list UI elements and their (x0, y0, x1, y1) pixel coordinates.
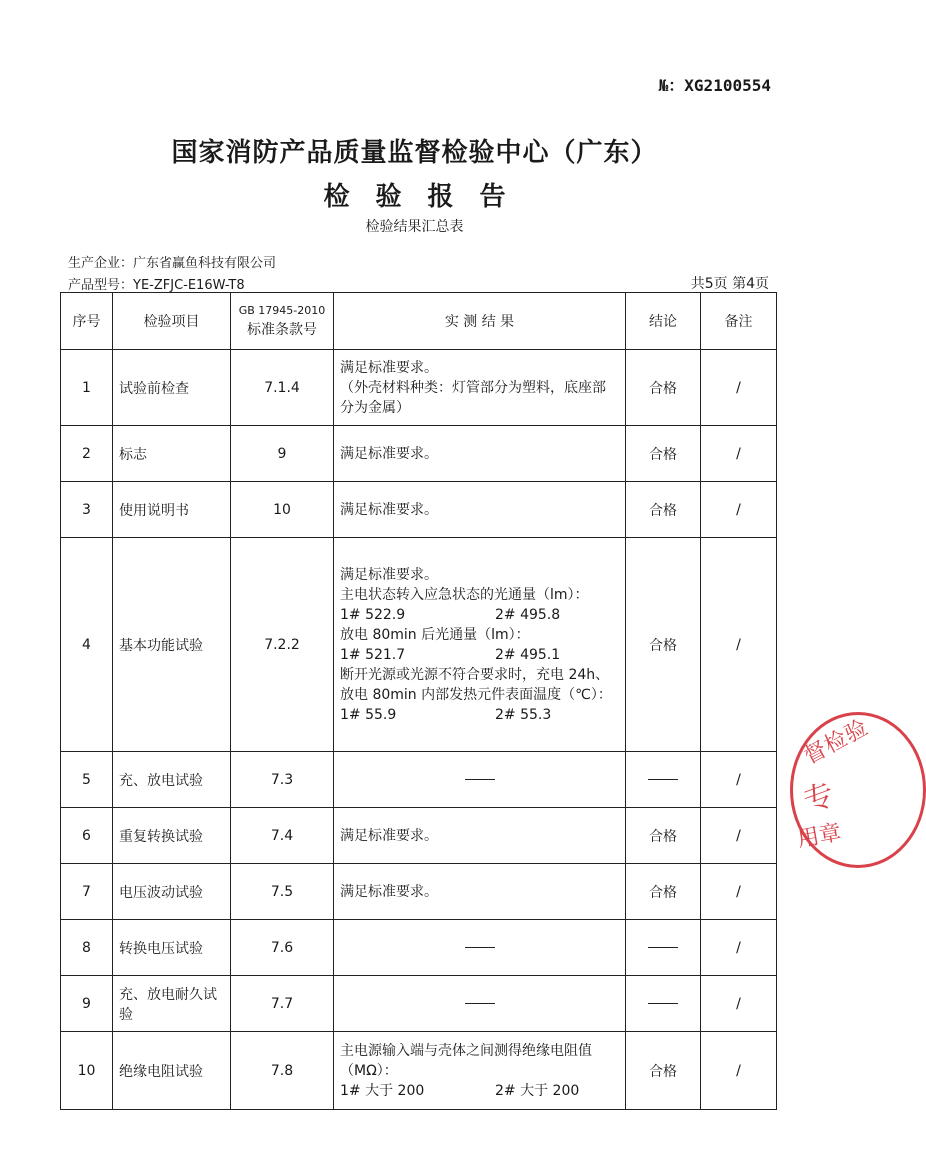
cell-remark: / (701, 426, 777, 482)
table-caption: 检验结果汇总表 (365, 219, 464, 235)
dash-mark (648, 1003, 678, 1004)
cell-item: 充、放电耐久试验 (113, 976, 231, 1032)
table-row (61, 976, 777, 1032)
dash-mark (648, 947, 678, 948)
result-values (340, 705, 619, 725)
cell-item: 标志 (113, 426, 231, 482)
dash-mark (648, 779, 678, 780)
report-number: №：XG2100554 (658, 76, 771, 95)
cell-remark: / (701, 538, 777, 752)
result-line: 满足标准要求。 (340, 566, 438, 583)
result-line: 放电 80min 后光通量（lm）： (340, 626, 530, 643)
cell-conclusion: 合格 (626, 482, 701, 538)
table-row (61, 920, 777, 976)
cell-item: 试验前检查 (113, 350, 231, 426)
cell-clause: 7.8 (231, 1032, 334, 1110)
cell-remark: / (701, 1032, 777, 1110)
cell-no: 4 (61, 538, 113, 752)
cell-item: 绝缘电阻试验 (113, 1032, 231, 1110)
cell-item: 重复转换试验 (113, 808, 231, 864)
result-line: 主电源输入端与壳体之间测得绝缘电阻值（MΩ）： (340, 1042, 592, 1079)
cell-no: 6 (61, 808, 113, 864)
cell-no: 8 (61, 920, 113, 976)
seal-ring-text: 督检验 (800, 715, 873, 770)
table-row (61, 1032, 777, 1110)
cell-result: 满足标准要求。 (334, 482, 626, 538)
sample-2-value: 2# 55.3 (495, 706, 552, 723)
cell-remark: / (701, 864, 777, 920)
cell-remark: / (701, 808, 777, 864)
cell-remark: / (701, 976, 777, 1032)
results-table (60, 292, 777, 1110)
cell-conclusion: 合格 (626, 864, 701, 920)
cell-clause: 9 (231, 426, 334, 482)
cell-clause: 7.5 (231, 864, 334, 920)
cell-result (334, 1032, 626, 1110)
cell-no: 7 (61, 864, 113, 920)
cell-conclusion (626, 752, 701, 808)
cell-clause: 7.7 (231, 976, 334, 1032)
cell-item: 充、放电试验 (113, 752, 231, 808)
result-line: 满足标准要求。 (340, 359, 438, 376)
manufacturer: 生产企业：广东省赢鱼科技有限公司 (68, 256, 277, 271)
cell-result: 满足标准要求。 (334, 864, 626, 920)
cell-remark: / (701, 482, 777, 538)
table-row (61, 752, 777, 808)
header-standard-code: GB 17945-2010 (238, 303, 326, 317)
header-item: 检验项目 (113, 293, 231, 350)
cell-no: 10 (61, 1032, 113, 1110)
cell-conclusion (626, 976, 701, 1032)
header-remark: 备注 (701, 293, 777, 350)
product-model: 产品型号：YE-ZFJC-E16W-T8 (68, 278, 245, 293)
cell-item: 电压波动试验 (113, 864, 231, 920)
cell-item: 使用说明书 (113, 482, 231, 538)
result-line: 断开光源或光源不符合要求时，充电 24h、放电 80min 内部发热元件表面温度（℃）： (340, 666, 612, 703)
cell-result (334, 350, 626, 426)
cell-result (334, 752, 626, 808)
header-result: 实 测 结 果 (334, 293, 626, 350)
cell-result: 满足标准要求。 (334, 426, 626, 482)
cell-no: 3 (61, 482, 113, 538)
cell-clause: 7.3 (231, 752, 334, 808)
dash-mark (465, 1003, 495, 1004)
cell-clause: 7.6 (231, 920, 334, 976)
sample-1-value: 1# 521.7 (340, 646, 406, 663)
cell-no: 1 (61, 350, 113, 426)
sample-1-value: 1# 大于 200 (340, 1082, 425, 1099)
cell-no: 5 (61, 752, 113, 808)
cell-clause: 7.4 (231, 808, 334, 864)
table-row (61, 538, 777, 752)
sample-2-value: 2# 大于 200 (495, 1082, 580, 1099)
table-header-row (61, 293, 777, 350)
seal-bottom-text: 用章 (795, 820, 844, 853)
seal-mid-text: 专 (799, 776, 840, 820)
result-values (340, 645, 619, 665)
cell-item: 基本功能试验 (113, 538, 231, 752)
sample-2-value: 2# 495.8 (495, 606, 561, 623)
cell-remark: / (701, 920, 777, 976)
cell-result (334, 538, 626, 752)
document-subtitle: 检验报告 (323, 182, 532, 212)
sample-2-value: 2# 495.1 (495, 646, 561, 663)
dash-mark (465, 779, 495, 780)
cell-no: 2 (61, 426, 113, 482)
result-line: （外壳材料种类：灯管部分为塑料，底座部分为金属） (340, 379, 606, 416)
cell-conclusion: 合格 (626, 808, 701, 864)
cell-clause: 7.1.4 (231, 350, 334, 426)
header-standard (231, 293, 334, 350)
dash-mark (465, 947, 495, 948)
table-row (61, 350, 777, 426)
document-title: 国家消防产品质量监督检验中心（广东） (171, 138, 658, 168)
header-conclusion: 结论 (626, 293, 701, 350)
cell-clause: 7.2.2 (231, 538, 334, 752)
sample-1-value: 1# 522.9 (340, 606, 406, 623)
cell-result: 满足标准要求。 (334, 808, 626, 864)
cell-remark: / (701, 752, 777, 808)
result-line: 主电状态转入应急状态的光通量（lm）： (340, 586, 589, 603)
result-values (340, 1081, 619, 1101)
cell-conclusion: 合格 (626, 350, 701, 426)
cell-remark: / (701, 350, 777, 426)
cell-result (334, 976, 626, 1032)
header-standard-clause: 标准条款号 (247, 321, 317, 338)
official-seal (790, 712, 926, 868)
table-row (61, 864, 777, 920)
sample-1-value: 1# 55.9 (340, 706, 397, 723)
cell-conclusion: 合格 (626, 426, 701, 482)
cell-item: 转换电压试验 (113, 920, 231, 976)
table-row (61, 426, 777, 482)
cell-conclusion (626, 920, 701, 976)
header-no: 序号 (61, 293, 113, 350)
cell-conclusion: 合格 (626, 538, 701, 752)
table-row (61, 482, 777, 538)
page-info: 共5页 第4页 (690, 276, 769, 292)
cell-no: 9 (61, 976, 113, 1032)
cell-clause: 10 (231, 482, 334, 538)
cell-conclusion: 合格 (626, 1032, 701, 1110)
table-row (61, 808, 777, 864)
cell-result (334, 920, 626, 976)
result-values (340, 605, 619, 625)
